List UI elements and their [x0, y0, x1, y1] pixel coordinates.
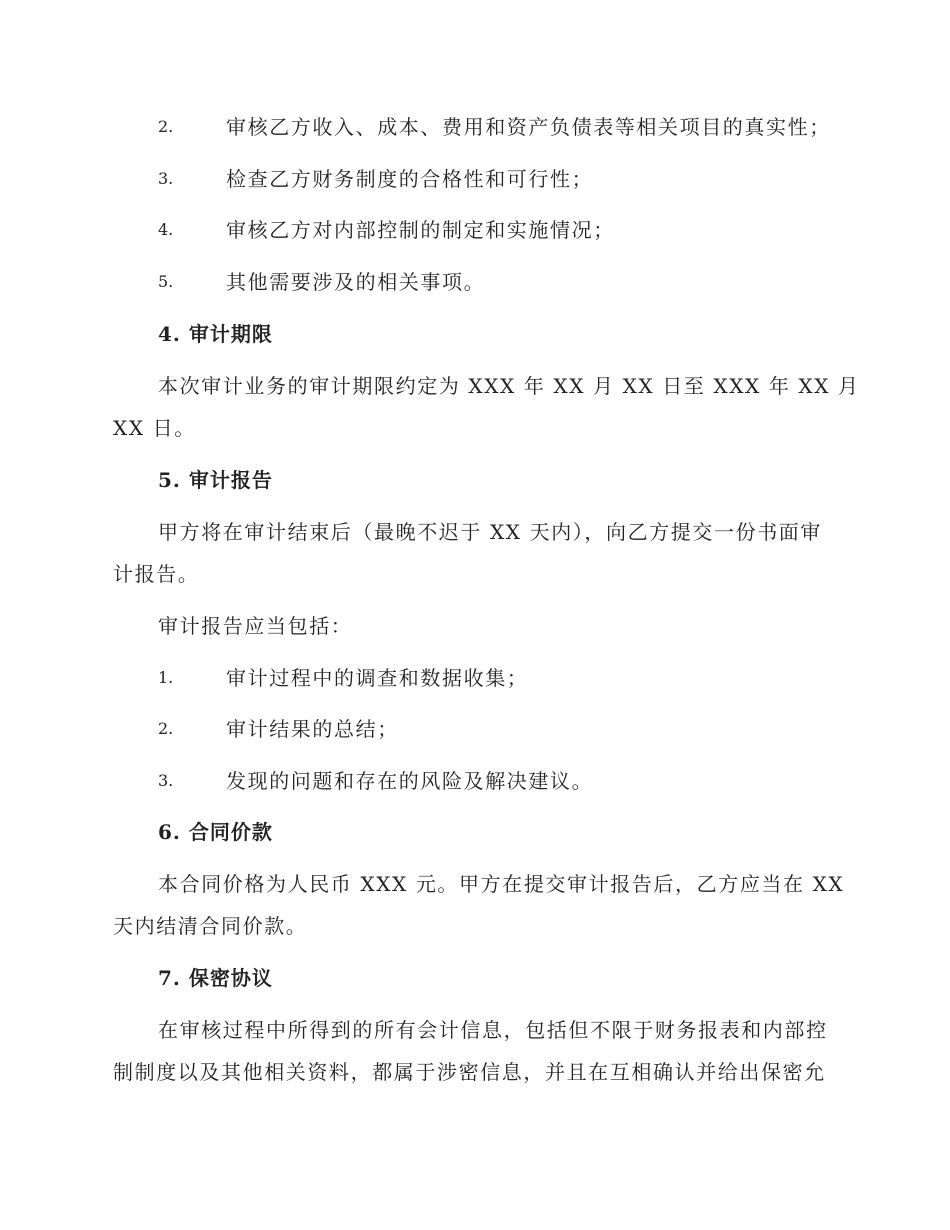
list-item-text: 审计过程中的调查和数据收集；	[226, 666, 529, 690]
list-item-number: 4.	[158, 220, 174, 239]
paragraph-line: 本合同价格为人民币 XXX 元。甲方在提交审计报告后，乙方应当在 XX	[158, 872, 845, 896]
paragraph-intro: 审计报告应当包括：	[158, 614, 353, 638]
list-item-number: 2.	[158, 117, 174, 136]
section-heading-audit-report: 5. 审计报告	[158, 468, 273, 492]
paragraph-line: 在审核过程中所得到的所有会计信息，包括但不限于财务报表和内部控	[158, 1018, 828, 1042]
section-heading-audit-period: 4. 审计期限	[158, 322, 273, 346]
list-item-number: 5.	[158, 272, 174, 291]
paragraph-line: 计报告。	[113, 562, 200, 586]
list-item-text: 其他需要涉及的相关事项。	[226, 270, 486, 294]
list-item-text: 检查乙方财务制度的合格性和可行性；	[226, 167, 594, 191]
paragraph-line: 制制度以及其他相关资料，都属于涉密信息，并且在互相确认并给出保密允	[113, 1060, 826, 1084]
paragraph-line: 本次审计业务的审计期限约定为 XXX 年 XX 月 XX 日至 XXX 年 XX 月	[158, 374, 860, 398]
list-item-number: 2.	[158, 719, 174, 738]
list-item-number: 3.	[158, 771, 174, 790]
section-heading-contract-price: 6. 合同价款	[158, 820, 273, 844]
list-item-number: 1.	[158, 668, 174, 687]
section-heading-confidentiality: 7. 保密协议	[158, 966, 273, 990]
list-item-text: 审核乙方收入、成本、费用和资产负债表等相关项目的真实性；	[226, 115, 831, 139]
paragraph-line: 甲方将在审计结束后（最晚不迟于 XX 天内），向乙方提交一份书面审	[158, 520, 822, 544]
paragraph-line: 天内结清合同价款。	[113, 914, 308, 938]
list-item-text: 发现的问题和存在的风险及解决建议。	[226, 769, 594, 793]
list-item-text: 审核乙方对内部控制的制定和实施情况；	[226, 218, 615, 242]
list-item-number: 3.	[158, 169, 174, 188]
paragraph-line: XX 日。	[113, 416, 196, 440]
list-item-text: 审计结果的总结；	[226, 717, 399, 741]
